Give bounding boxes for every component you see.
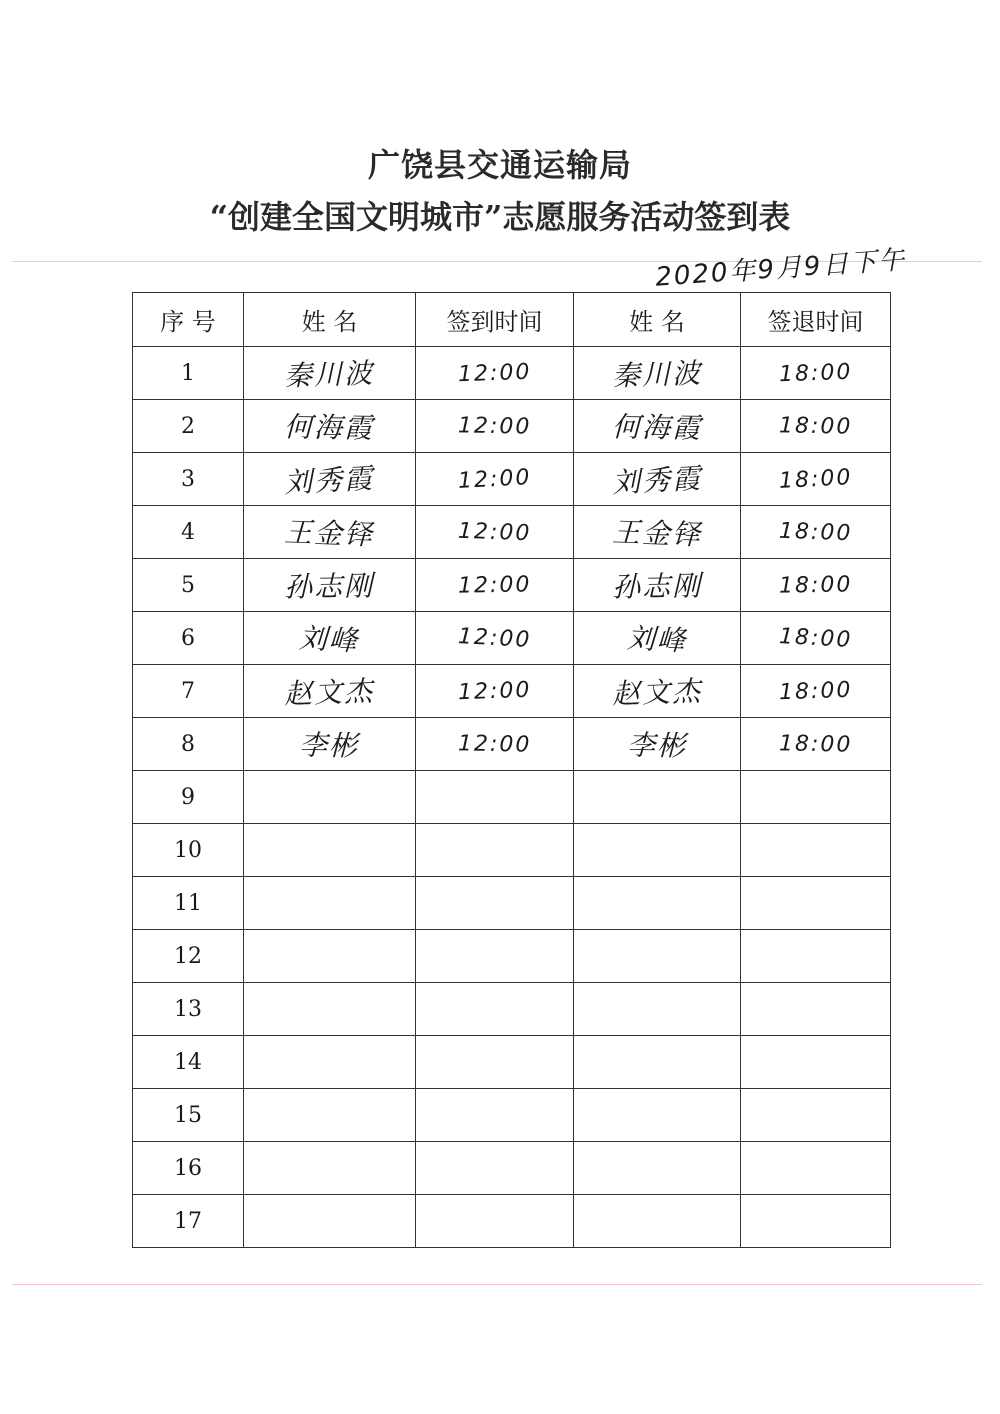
sign-out-time-cell <box>741 665 891 718</box>
sign-in-signature: 秦川波 <box>283 356 376 393</box>
sign-in-time: 12:00 <box>457 623 532 653</box>
sign-in-time-cell <box>416 612 574 665</box>
sign-out-time-cell <box>741 718 891 771</box>
sign-out-signature-cell <box>574 877 741 930</box>
table-row <box>133 771 891 824</box>
sign-in-time: 12:00 <box>457 571 532 599</box>
sign-in-table <box>132 292 891 1248</box>
sign-out-time-cell <box>741 771 891 824</box>
sign-out-time-cell <box>741 930 891 983</box>
sign-out-time-cell <box>741 559 891 612</box>
sign-in-time: 12:00 <box>457 412 532 440</box>
sign-out-signature-cell <box>574 1036 741 1089</box>
sign-in-signature: 李彬 <box>299 728 360 763</box>
sign-out-time-cell <box>741 612 891 665</box>
sign-out-signature-cell <box>574 718 741 771</box>
table-row <box>133 930 891 983</box>
sign-out-time-cell <box>741 453 891 506</box>
sign-in-signature-cell <box>244 771 416 824</box>
sign-out-signature-cell <box>574 453 741 506</box>
sign-out-time-cell <box>741 1036 891 1089</box>
sign-in-signature-cell <box>244 877 416 930</box>
row-serial-cell: 15 <box>133 1089 244 1142</box>
sign-out-signature: 李彬 <box>626 728 688 763</box>
row-serial-cell: 11 <box>133 877 244 930</box>
table-row <box>133 453 891 506</box>
sign-out-time-cell <box>741 983 891 1036</box>
row-serial-cell: 5 <box>133 559 244 612</box>
sign-in-signature-cell <box>244 559 416 612</box>
row-serial-cell: 2 <box>133 400 244 453</box>
header-name-out: 姓 名 <box>574 293 741 347</box>
row-serial-cell: 10 <box>133 824 244 877</box>
row-serial-cell: 12 <box>133 930 244 983</box>
sign-out-signature: 秦川波 <box>611 356 703 393</box>
sign-in-signature: 刘峰 <box>298 621 361 658</box>
sign-out-signature: 赵文杰 <box>611 674 703 711</box>
sign-out-signature-cell <box>574 930 741 983</box>
sign-in-signature-cell <box>244 400 416 453</box>
header-sign-out-time: 签退时间 <box>741 293 891 347</box>
row-serial-cell: 14 <box>133 1036 244 1089</box>
sign-in-time: 12:00 <box>457 359 532 387</box>
sign-in-time-cell <box>416 453 574 506</box>
handwritten-date: 2020年9月9日下午 <box>654 245 908 293</box>
sign-in-signature-cell <box>244 1142 416 1195</box>
sign-in-time-cell <box>416 771 574 824</box>
sign-out-time: 18:00 <box>778 359 853 387</box>
sign-in-signature-cell <box>244 612 416 665</box>
table-header-row <box>133 293 891 347</box>
document-subtitle: “创建全国文明城市”志愿服务活动签到表 <box>209 198 791 236</box>
sign-in-time: 12:00 <box>457 677 532 705</box>
sign-out-signature-cell <box>574 1089 741 1142</box>
row-serial-cell: 8 <box>133 718 244 771</box>
row-serial-cell: 1 <box>133 347 244 400</box>
sign-out-time-cell <box>741 400 891 453</box>
sign-out-time: 18:00 <box>778 730 853 758</box>
sign-out-time-cell <box>741 1195 891 1248</box>
sign-in-time-cell <box>416 1089 574 1142</box>
sign-in-time-cell <box>416 983 574 1036</box>
sign-out-time: 18:00 <box>778 677 853 705</box>
sign-in-time-cell <box>416 1195 574 1248</box>
sign-in-time-cell <box>416 506 574 559</box>
sign-out-signature-cell <box>574 771 741 824</box>
row-serial-cell: 7 <box>133 665 244 718</box>
table-row <box>133 612 891 665</box>
table-row <box>133 1195 891 1248</box>
table-row <box>133 718 891 771</box>
sign-in-time-cell <box>416 347 574 400</box>
header-sign-in-time: 签到时间 <box>416 293 574 347</box>
sign-out-signature-cell <box>574 983 741 1036</box>
sign-out-time-cell <box>741 347 891 400</box>
sign-out-signature: 刘秀霞 <box>611 461 703 500</box>
sign-out-time-cell <box>741 824 891 877</box>
sign-in-signature-cell <box>244 930 416 983</box>
sign-in-signature-cell <box>244 1195 416 1248</box>
sign-in-time-cell <box>416 877 574 930</box>
table-row <box>133 400 891 453</box>
table-row <box>133 1142 891 1195</box>
table-row <box>133 983 891 1036</box>
row-serial-cell: 13 <box>133 983 244 1036</box>
table-row <box>133 1089 891 1142</box>
sign-out-signature: 刘峰 <box>626 621 688 658</box>
table-row <box>133 506 891 559</box>
sign-in-time: 12:00 <box>457 464 532 494</box>
sign-out-time-cell <box>741 506 891 559</box>
sign-in-signature: 刘秀霞 <box>283 461 376 500</box>
sign-out-signature-cell <box>574 1142 741 1195</box>
sign-in-signature-cell <box>244 1089 416 1142</box>
sign-in-signature-cell <box>244 1036 416 1089</box>
row-serial-cell: 6 <box>133 612 244 665</box>
sign-in-signature-cell <box>244 506 416 559</box>
sign-in-time: 12:00 <box>457 518 532 546</box>
row-serial-cell: 3 <box>133 453 244 506</box>
header-serial: 序 号 <box>133 293 244 347</box>
sign-out-signature: 王金铎 <box>611 515 703 552</box>
sign-out-signature-cell <box>574 612 741 665</box>
table-row <box>133 665 891 718</box>
sign-out-signature-cell <box>574 1195 741 1248</box>
sign-in-time-cell <box>416 1036 574 1089</box>
sign-in-time: 12:00 <box>457 730 532 758</box>
sign-in-signature-cell <box>244 665 416 718</box>
row-serial-cell: 4 <box>133 506 244 559</box>
sign-out-signature-cell <box>574 506 741 559</box>
sign-in-signature-cell <box>244 824 416 877</box>
table-row <box>133 559 891 612</box>
sign-out-time: 18:00 <box>778 518 853 546</box>
table-row <box>133 1036 891 1089</box>
sign-in-time-cell <box>416 1142 574 1195</box>
document-title: 广饶县交通运输局 <box>367 146 632 184</box>
header-name-in: 姓 名 <box>244 293 416 347</box>
sign-in-signature: 何海霞 <box>284 410 375 445</box>
sign-in-signature-cell <box>244 347 416 400</box>
sign-out-signature-cell <box>574 400 741 453</box>
sign-out-time: 18:00 <box>778 571 853 599</box>
sign-in-time-cell <box>416 559 574 612</box>
table-row <box>133 824 891 877</box>
sign-in-time-cell <box>416 930 574 983</box>
sign-out-time-cell <box>741 1089 891 1142</box>
row-serial-cell: 9 <box>133 771 244 824</box>
sign-out-time-cell <box>741 1142 891 1195</box>
sign-out-signature-cell <box>574 665 741 718</box>
row-serial-cell: 16 <box>133 1142 244 1195</box>
sign-out-time: 18:00 <box>778 623 853 653</box>
sign-out-time: 18:00 <box>778 464 853 494</box>
sign-out-signature: 孙志刚 <box>611 569 703 604</box>
sign-in-signature-cell <box>244 718 416 771</box>
sign-out-time: 18:00 <box>778 412 853 440</box>
row-serial-cell: 17 <box>133 1195 244 1248</box>
sign-in-signature: 孙志刚 <box>284 569 375 604</box>
sign-out-signature-cell <box>574 347 741 400</box>
bottom-scan-rule <box>12 1284 982 1285</box>
table-row <box>133 877 891 930</box>
sign-in-time-cell <box>416 400 574 453</box>
sign-out-time-cell <box>741 877 891 930</box>
table-row <box>133 347 891 400</box>
sign-out-signature: 何海霞 <box>611 410 703 445</box>
sign-in-signature: 赵文杰 <box>283 674 376 711</box>
sign-out-signature-cell <box>574 559 741 612</box>
sign-in-signature-cell <box>244 983 416 1036</box>
sign-in-signature-cell <box>244 453 416 506</box>
sign-in-signature: 王金铎 <box>283 515 375 552</box>
sign-in-time-cell <box>416 718 574 771</box>
sign-in-time-cell <box>416 824 574 877</box>
sign-in-time-cell <box>416 665 574 718</box>
sign-out-signature-cell <box>574 824 741 877</box>
